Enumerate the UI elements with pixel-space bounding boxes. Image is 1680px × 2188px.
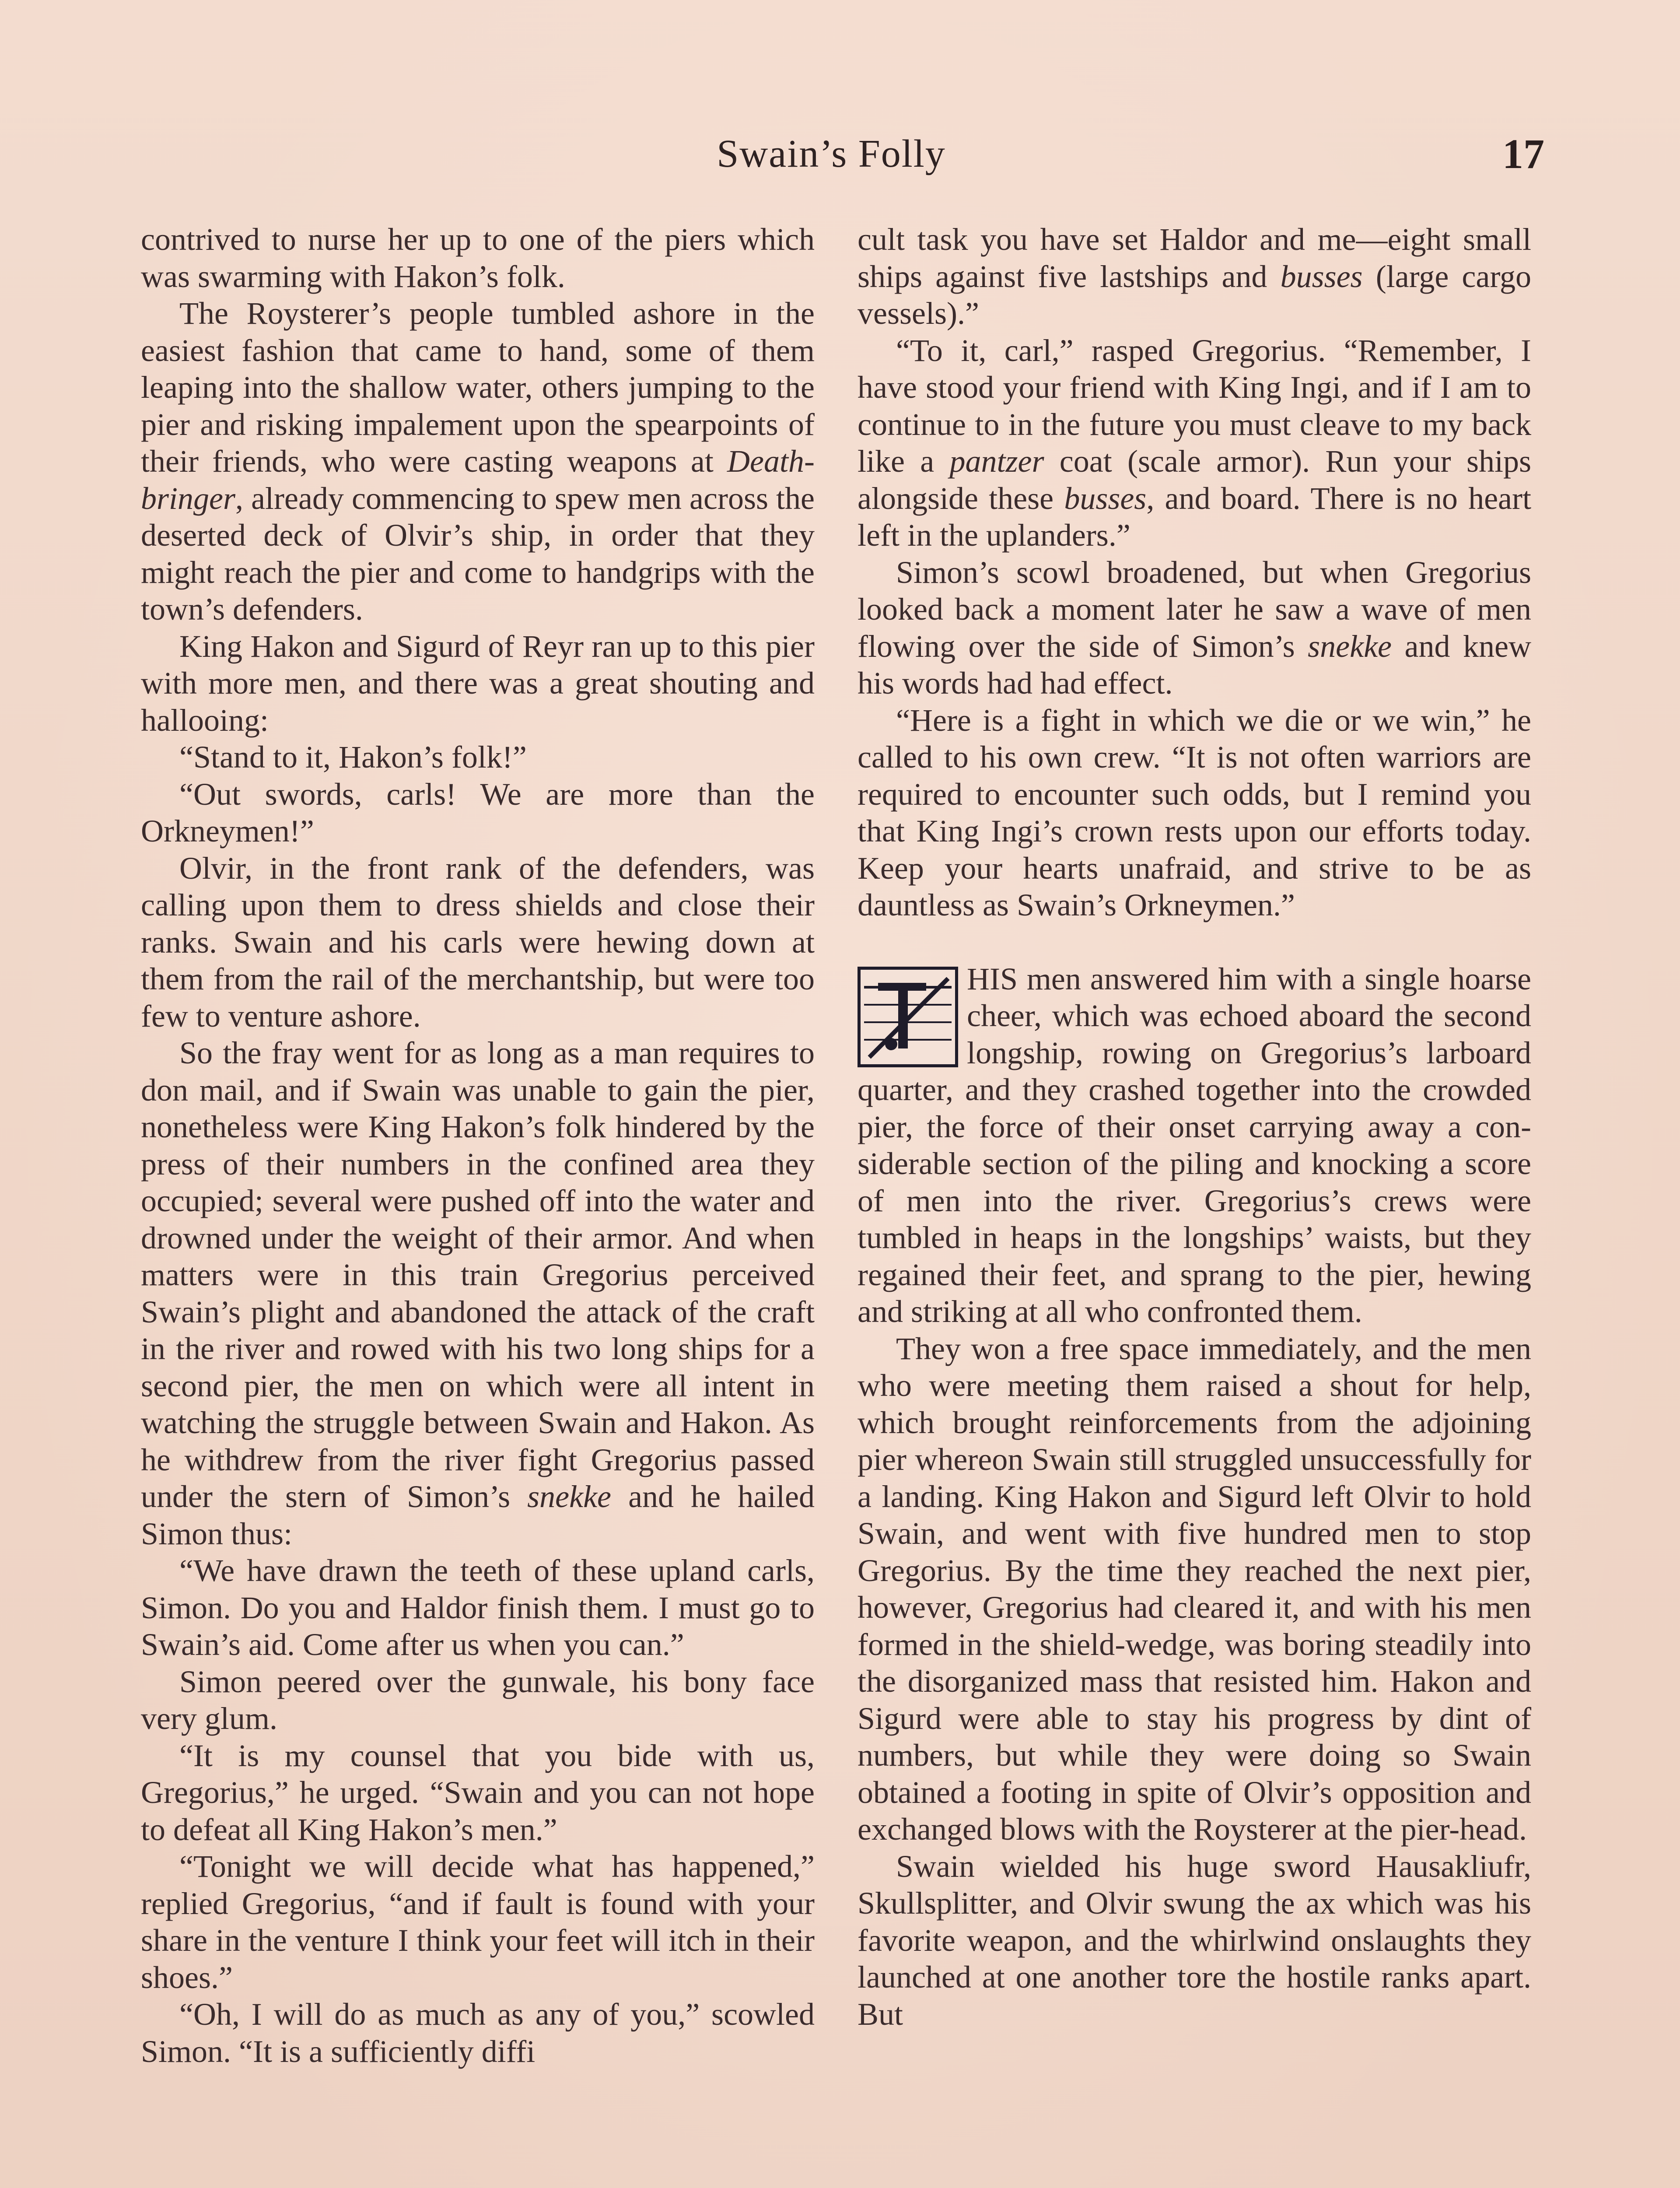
- paragraph: “Stand to it, Hakon’s folk!”: [179, 740, 527, 775]
- paragraph: cult task you have set Haldor and me—eight small ships against five lastships and busses (large cargo vessels).”: [858, 222, 1531, 331]
- running-title: Swain’s Folly: [717, 132, 946, 175]
- paragraph: So the fray went for as long as a man requires to don mail, and if Swain was unable to gain the pier, nonetheless were King Hakon’s folk hindered by the press of their numbers in the confined area they occupied; several were pushed off into the water and drowned under the weight of their armor. And when matters were in this train Gregorius perceived Swain’s plight and abandoned the attack of the craft in the river and rowed with his two long ships for a second pier, the men on which were all intent in watching the struggle between Swain and Hakon. As he withdrew from the river fight Gregorius passed under the stern of Simon’s snekke and he hailed Simon thus:: [141, 1035, 815, 1551]
- paragraph: contrived to nurse her up to one of the piers which was swarming with Hakon’s folk.: [141, 222, 815, 294]
- right-column: [858, 221, 1531, 2033]
- paragraph: King Hakon and Sigurd of Reyr ran up to this pier with more men, and there was a great shouting and hallooing:: [141, 628, 815, 738]
- paragraph: The Roysterer’s people tumbled ashore in the easiest fashion that came to hand, some of them leaping into the shallow water, others jumping to the pier and risking impalement upon the spearpoints of their friends, who were casting weapons at Deathbringer, already commencing to spew men across the deserted deck of Olvir’s ship, in order that they might reach the pier and come to handgrips with the town’s defenders.: [141, 296, 815, 627]
- paragraph: Simon’s scowl broadened, but when Gregorius looked back a moment later he saw a wave of men flowing over the side of Simon’s snekke and knew his words had had effect.: [858, 554, 1531, 701]
- paragraph: “Oh, I will do as much as any of you,” scowled Simon. “It is a sufficiently diffi: [141, 1997, 815, 2069]
- paragraph: “Out swords, carls! We are more than the Orkneymen!”: [141, 776, 815, 849]
- dropcap-paragraph-text: HIS men answered him with a single hoarse cheer, which was echoed aboard the second longship, rowing on Gregorius’s larboard quarter, and they crashed together into the crowded pier, the force of their onset carrying away a considerable section of the piling and knocking a score of men into the river. Gregorius’s crews were tumbled in heaps in the longships’ waists, but they regained their feet, and sprang to the pier, hewing and striking at all who confronted them.: [858, 961, 1531, 1329]
- paragraph: Swain wielded his huge sword Hausakliufr, Skullsplitter, and Olvir swung the ax which was his favorite weapon, and the whirlwind onslaughts they launched at one another tore the hostile ranks apart. But: [858, 1848, 1531, 2032]
- paragraph: “Tonight we will decide what has happened,” replied Gregorius, “and if fault is found with your share in the venture I think your feet will itch in their shoes.”: [141, 1849, 815, 1995]
- paragraph: “Here is a fight in which we die or we win,” he called to his own crew. “It is not often warriors are required to encounter such odds, but I remind you that King Ingi’s crown rests upon our efforts today. Keep your hearts unafraid, and strive to be as dauntless as Swain’s Orkneymen.”: [858, 702, 1531, 922]
- paragraph: Simon peered over the gunwale, his bony face very glum.: [141, 1664, 815, 1736]
- paragraph: [858, 961, 1531, 1330]
- dropcap-ornament-icon: [861, 970, 955, 1064]
- paragraph: They won a free space immediately, and the men who were meeting them raised a shout for help, which brought reinforcements from the adjoining pier whereon Swain still struggled unsuccessfully for a landing. King Hakon and Sigurd left Olvir to hold Swain, and went with five hundred men to stop Gregorius. By the time they reached the next pier, however, Gregorius had cleared it, and with his men formed in the shield-wedge, was boring steadily into the disorganized mass that resisted him. Hakon and Sigurd were able to stay his progress by dint of numbers, but while they were doing so Swain obtained a footing in spite of Olvir’s opposition and exchanged blows with the Roysterer at the pier-head.: [858, 1331, 1531, 1847]
- left-column: [141, 221, 815, 2070]
- paragraph: “It is my counsel that you bide with us, Gregorius,” he urged. “Swain and you can not hope to defeat all King Hakon’s men.”: [141, 1738, 815, 1847]
- dropcap-initial: [858, 967, 958, 1067]
- page-number: 17: [1502, 130, 1544, 177]
- paragraph: Olvir, in the front rank of the defenders, was calling upon them to dress shields and close their ranks. Swain and his carls were hewing down at them from the rail of the merchantship, but were too few to venture ashore.: [141, 850, 815, 1034]
- paragraph: “We have drawn the teeth of these upland carls, Simon. Do you and Haldor finish them. I must go to Swain’s aid. Come after us when you can.”: [141, 1553, 815, 1662]
- paragraph: “To it, carl,” rasped Gregorius. “Remember, I have stood your friend with King Ingi, and if I am to continue to in the future you must cleave to my back like a pantzer coat (scale armor). Run your ships alongside these busses, and board. There is no heart left in the uplanders.”: [858, 333, 1531, 553]
